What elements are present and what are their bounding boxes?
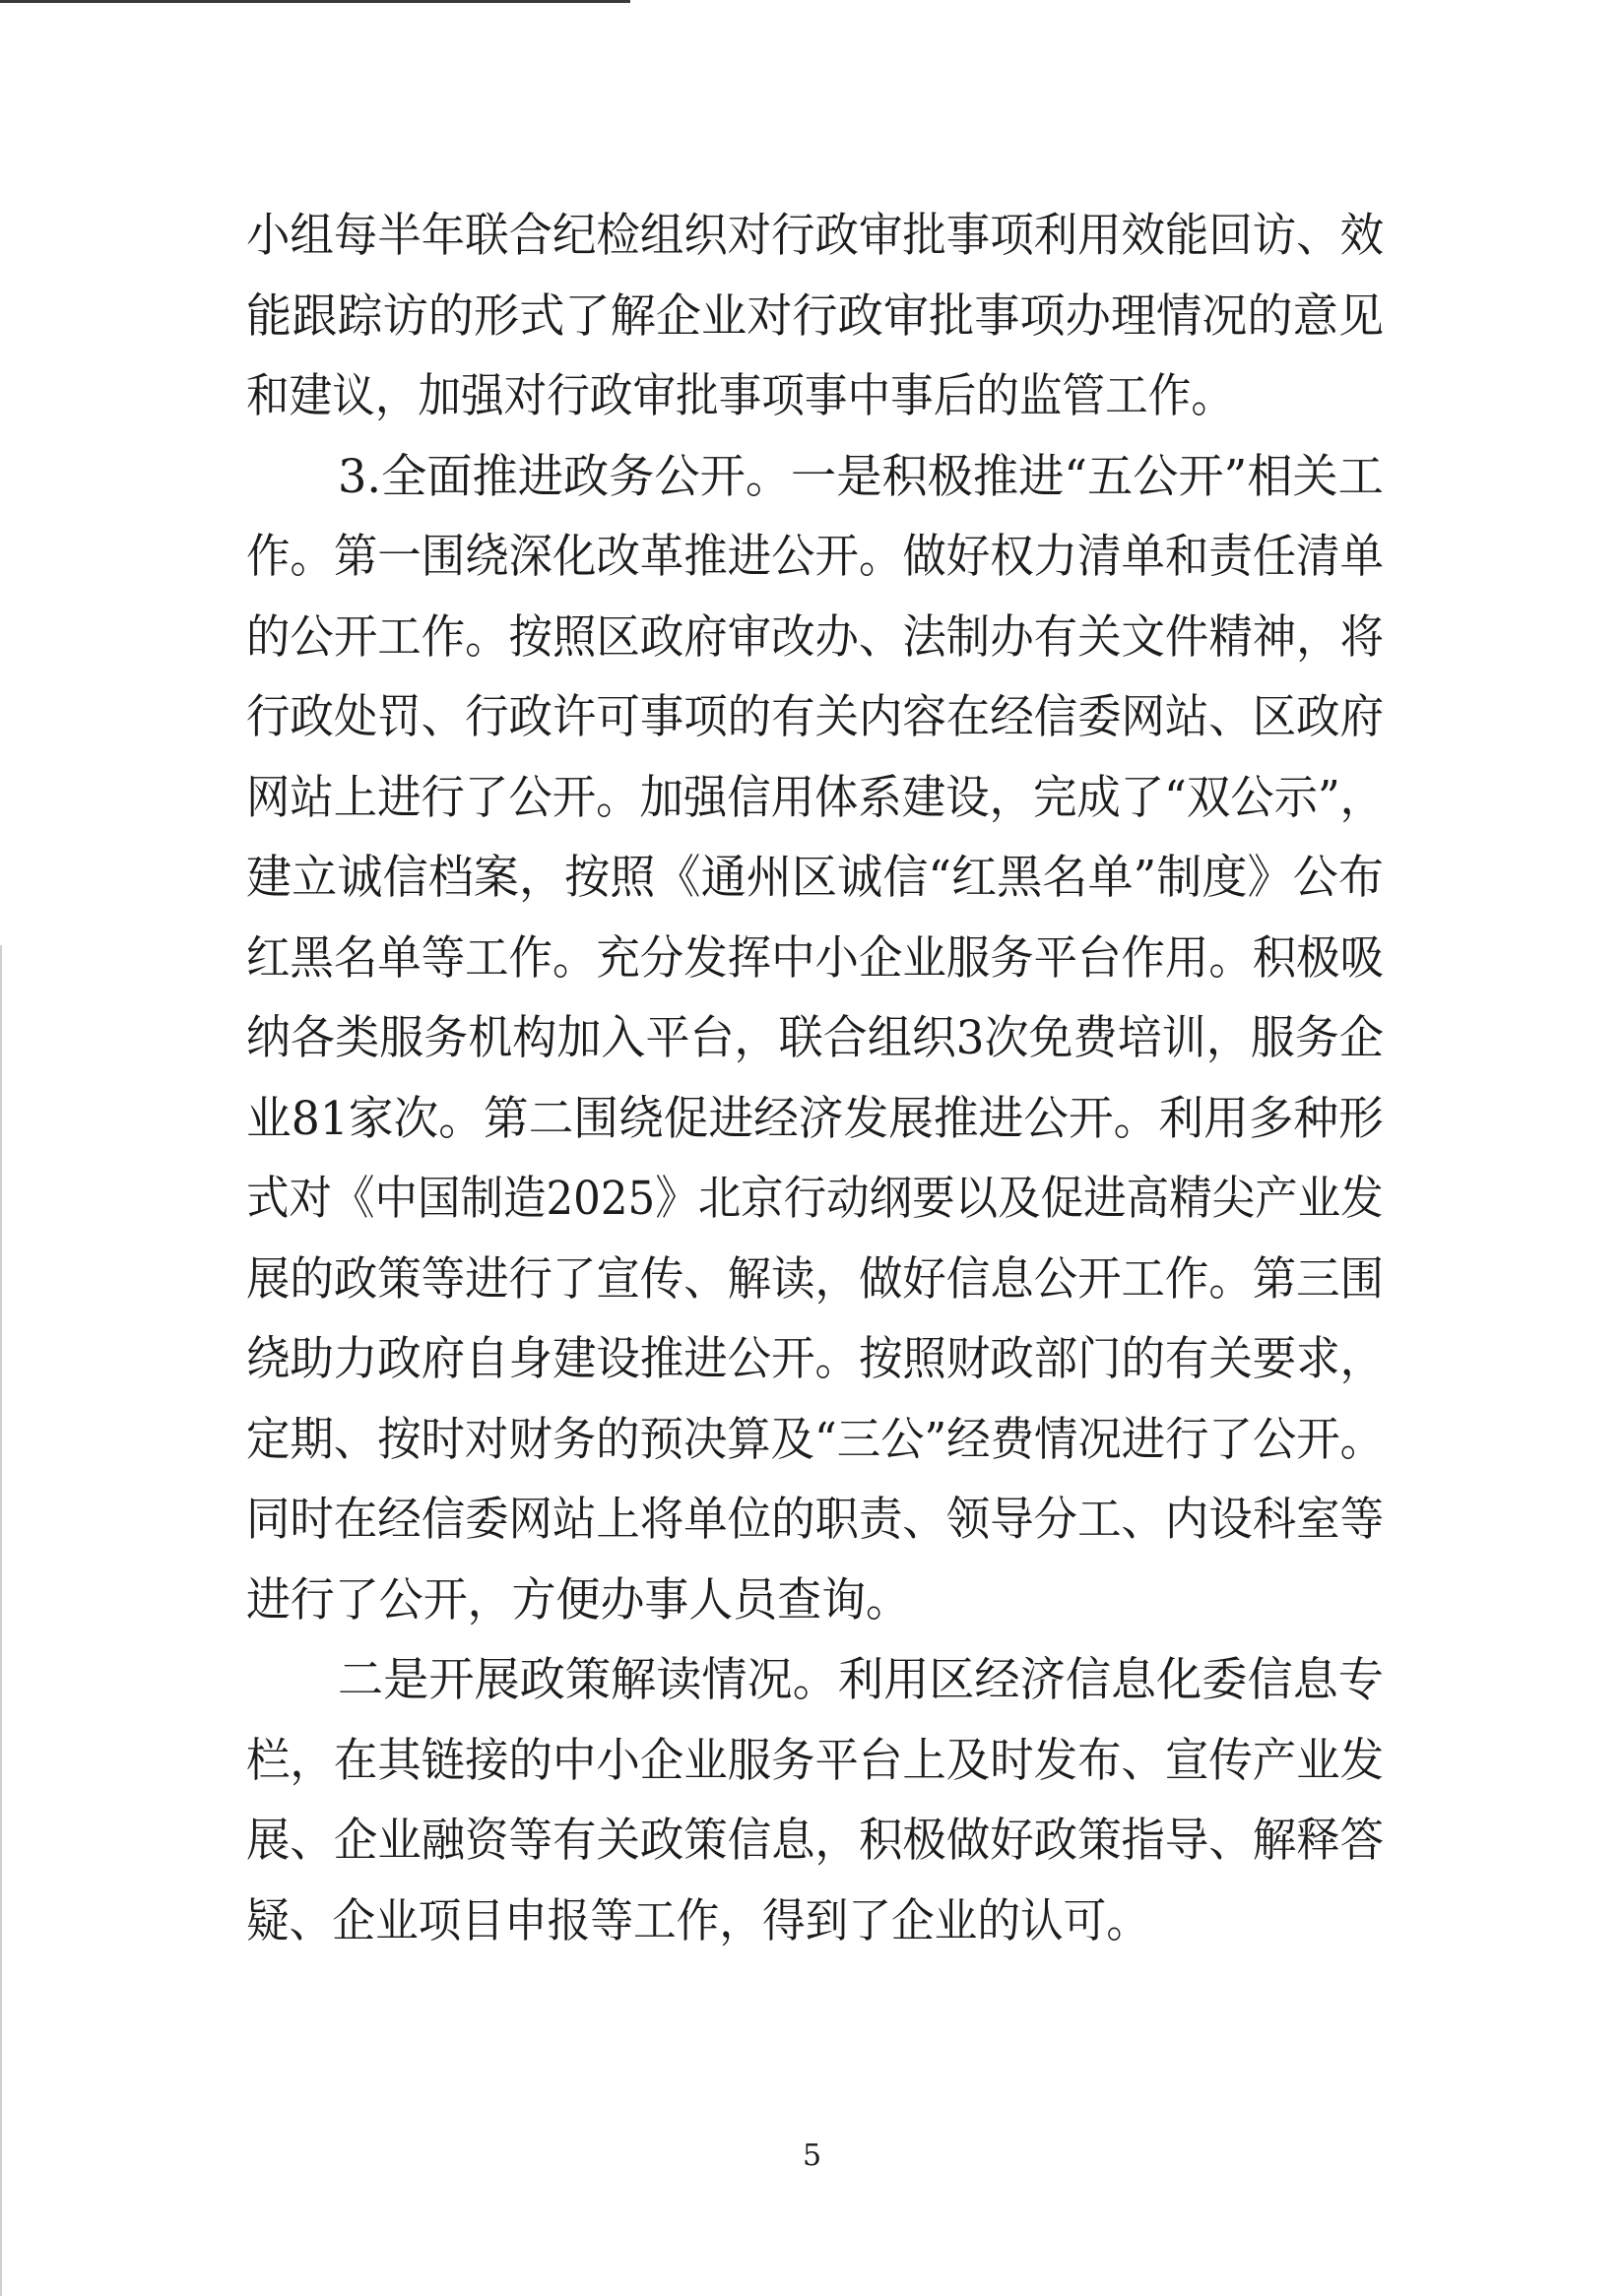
scan-edge-mark-top [0, 0, 630, 3]
text-line: 绕助力政府自身建设推进公开。按照财政部门的有关要求， [246, 1332, 1385, 1386]
text-line: 作。第一围绕深化改革推进公开。做好权力清单和责任清单 [246, 530, 1385, 584]
text-line: 定期、按时对财务的预决算及“三公”经费情况进行了公开。 [246, 1412, 1385, 1467]
text-line: 业81家次。第二围绕促进经济发展推进公开。利用多种形 [246, 1091, 1384, 1146]
text-line: 式对《中国制造2025》北京行动纲要以及促进高精尖产业发 [246, 1172, 1384, 1226]
scan-edge-mark-left [0, 945, 2, 2296]
text-line: 能跟踪访的形式了解企业对行政审批事项办理情况的意见 [246, 288, 1385, 344]
text-line: 和建议，加强对行政审批事项事中事后的监管工作。 [246, 369, 1234, 423]
text-line: 进行了公开，方便办事人员查询。 [246, 1572, 910, 1627]
text-line: 疑、企业项目申报等工作，得到了企业的认可。 [246, 1893, 1150, 1948]
text-line: 的公开工作。按照区政府审改办、法制办有关文件精神，将 [246, 609, 1385, 665]
text-line: 网站上进行了公开。加强信用体系建设，完成了“双公示”， [246, 770, 1385, 825]
text-line: 展的政策等进行了宣传、解读，做好信息公开工作。第三围 [246, 1251, 1385, 1307]
text-line: 建立诚信档案，按照《通州区诚信“红黑名单”制度》公布 [246, 851, 1385, 905]
text-line: 红黑名单等工作。充分发挥中小企业服务平台作用。积极吸 [246, 930, 1385, 986]
text-line: 行政处罚、行政许可事项的有关内容在经信委网站、区政府 [246, 690, 1385, 744]
text-line: 小组每半年联合纪检组织对行政审批事项利用效能回访、效 [246, 209, 1385, 263]
text-line: 展、企业融资等有关政策信息，积极做好政策指导、解释答 [246, 1814, 1385, 1868]
text-line: 同时在经信委网站上将单位的职责、领导分工、内设科室等 [246, 1493, 1385, 1547]
text-line: 栏，在其链接的中小企业服务平台上及时发布、宣传产业发 [246, 1733, 1385, 1788]
page-number: 5 [802, 2138, 822, 2173]
text-line: 纳各类服务机构加入平台，联合组织3次免费培训，服务企 [246, 1011, 1384, 1065]
text-line: 3.全面推进政务公开。一是积极推进“五公开”相关工 [338, 449, 1384, 504]
text-line: 二是开展政策解读情况。利用区经济信息化委信息专 [338, 1653, 1384, 1707]
